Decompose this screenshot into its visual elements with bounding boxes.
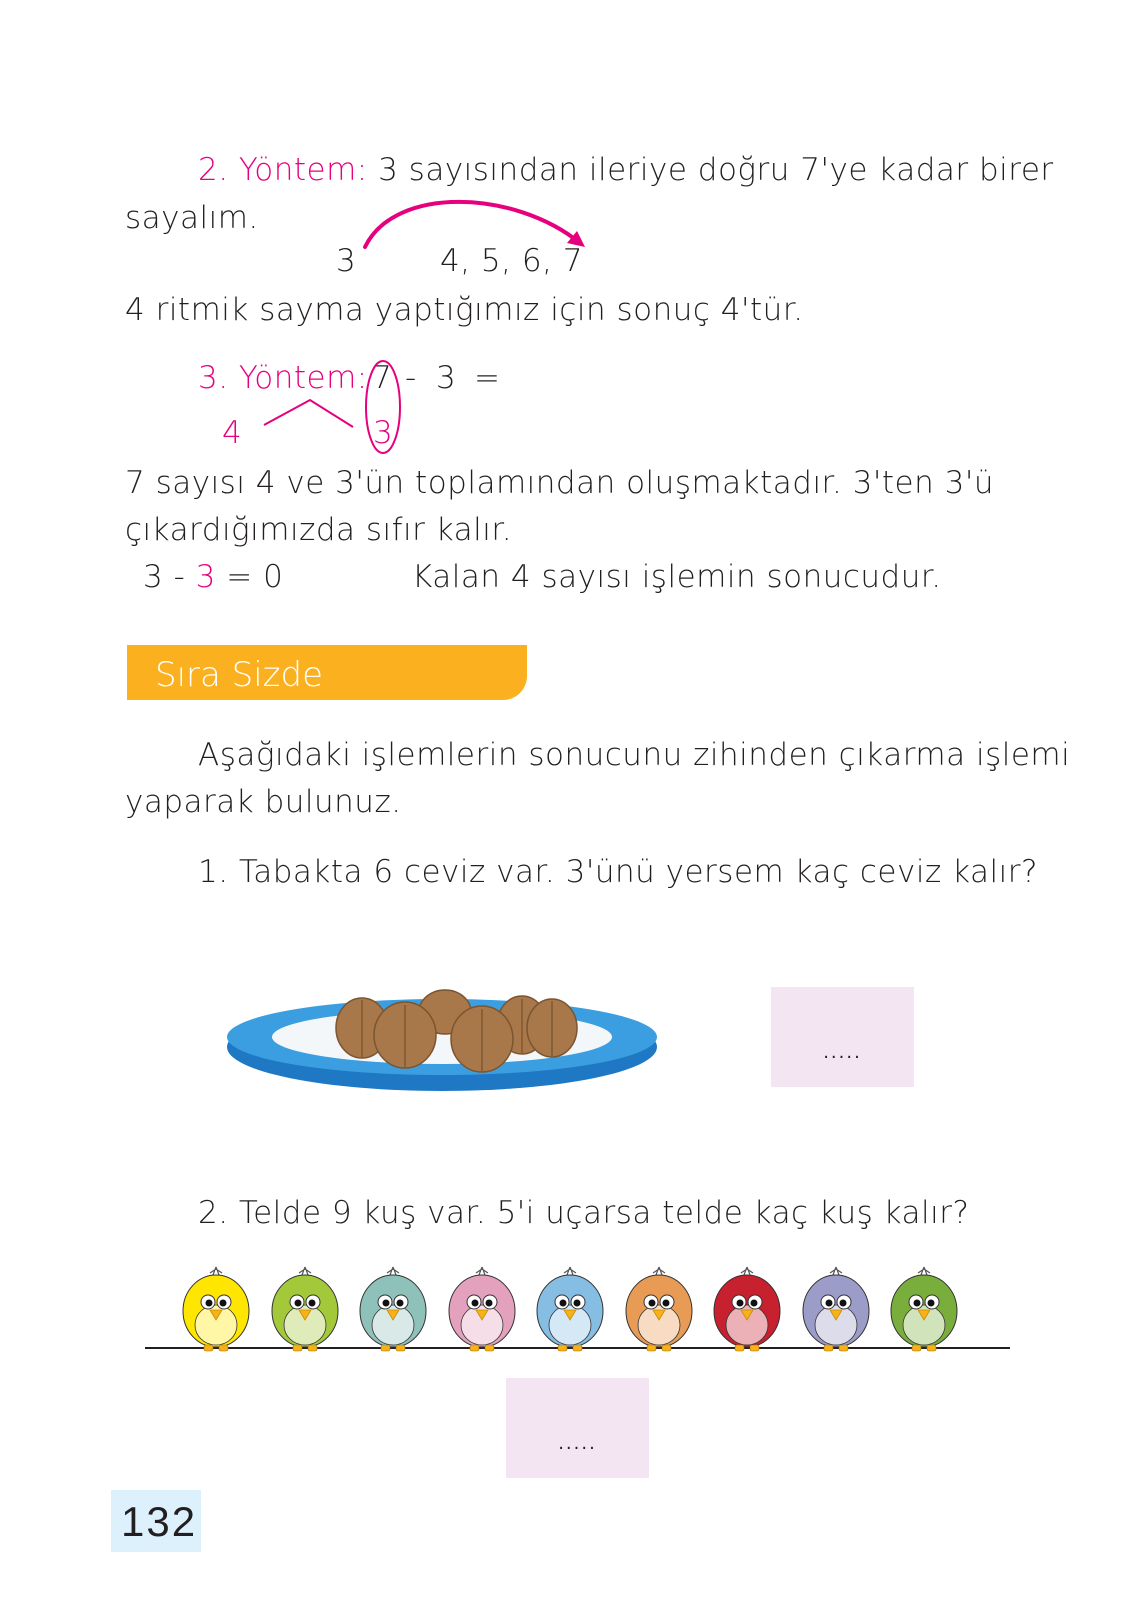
split-right: 3 <box>373 415 394 451</box>
bird-icon <box>888 1265 960 1353</box>
equation-a: 3 <box>143 559 164 595</box>
method3-label: 3. Yöntem: <box>198 360 368 396</box>
bird-icon <box>180 1265 252 1353</box>
bird-icon <box>711 1265 783 1353</box>
method3-explanation-line2: çıkardığımızda sıfır kalır. <box>125 512 513 548</box>
method2-line2: sayalım. <box>125 200 259 236</box>
equation-equals: = <box>226 559 253 595</box>
minuend: 7 <box>372 360 393 396</box>
page-number-badge <box>111 1490 201 1552</box>
section-title: Sıra Sizde <box>155 655 324 695</box>
start-number: 3 <box>336 243 357 279</box>
method2-text: 3 sayısından ileriye doğru 7'ye kadar birer <box>378 152 1054 188</box>
minus-sign: - <box>405 360 417 396</box>
split-left: 4 <box>222 415 243 451</box>
method2-conclusion: 4 ritmik sayma yaptığımız için sonuç 4'tür. <box>125 292 804 328</box>
section-banner <box>127 645 527 700</box>
question-2-text: 2. Telde 9 kuş var. 5'i uçarsa telde kaç kuş kalır? <box>198 1195 970 1231</box>
bird-icon <box>534 1265 606 1353</box>
count-sequence: 4, 5, 6, 7 <box>440 243 584 279</box>
answer-box-1[interactable] <box>771 987 914 1087</box>
bird-icon <box>446 1265 518 1353</box>
method3-result-text: Kalan 4 sayısı işlemin sonucudur. <box>412 559 942 595</box>
birds-row <box>180 1265 980 1353</box>
answer-placeholder-2: ..... <box>558 1433 597 1454</box>
bird-icon <box>623 1265 695 1353</box>
bird-icon <box>269 1265 341 1353</box>
equation-b: 3 <box>195 559 216 595</box>
method3-explanation-line1: 7 sayısı 4 ve 3'ün toplamından oluşmaktadır. 3'ten 3'ü <box>125 465 995 501</box>
equation <box>143 559 284 595</box>
equals-sign: = <box>474 360 501 396</box>
question-1-text: 1. Tabakta 6 ceviz var. 3'ünü yersem kaç ceviz kalır? <box>198 854 1038 890</box>
subtrahend: 3 <box>436 360 457 396</box>
answer-box-2[interactable] <box>506 1378 649 1478</box>
method2-line1 <box>198 152 1054 188</box>
method2-label: 2. Yöntem: <box>198 152 368 188</box>
equation-minus: - <box>173 559 186 595</box>
bird-icon <box>357 1265 429 1353</box>
bird-icon <box>800 1265 872 1353</box>
answer-placeholder-1: ..... <box>823 1042 862 1063</box>
equation-result: 0 <box>263 559 284 595</box>
walnut-plate-icon <box>222 985 662 1095</box>
instructions-line1: Aşağıdaki işlemlerin sonucunu zihinden çıkarma işlemi <box>198 737 1071 773</box>
page-number: 132 <box>121 1498 198 1545</box>
instructions-line2: yaparak bulunuz. <box>125 784 402 820</box>
